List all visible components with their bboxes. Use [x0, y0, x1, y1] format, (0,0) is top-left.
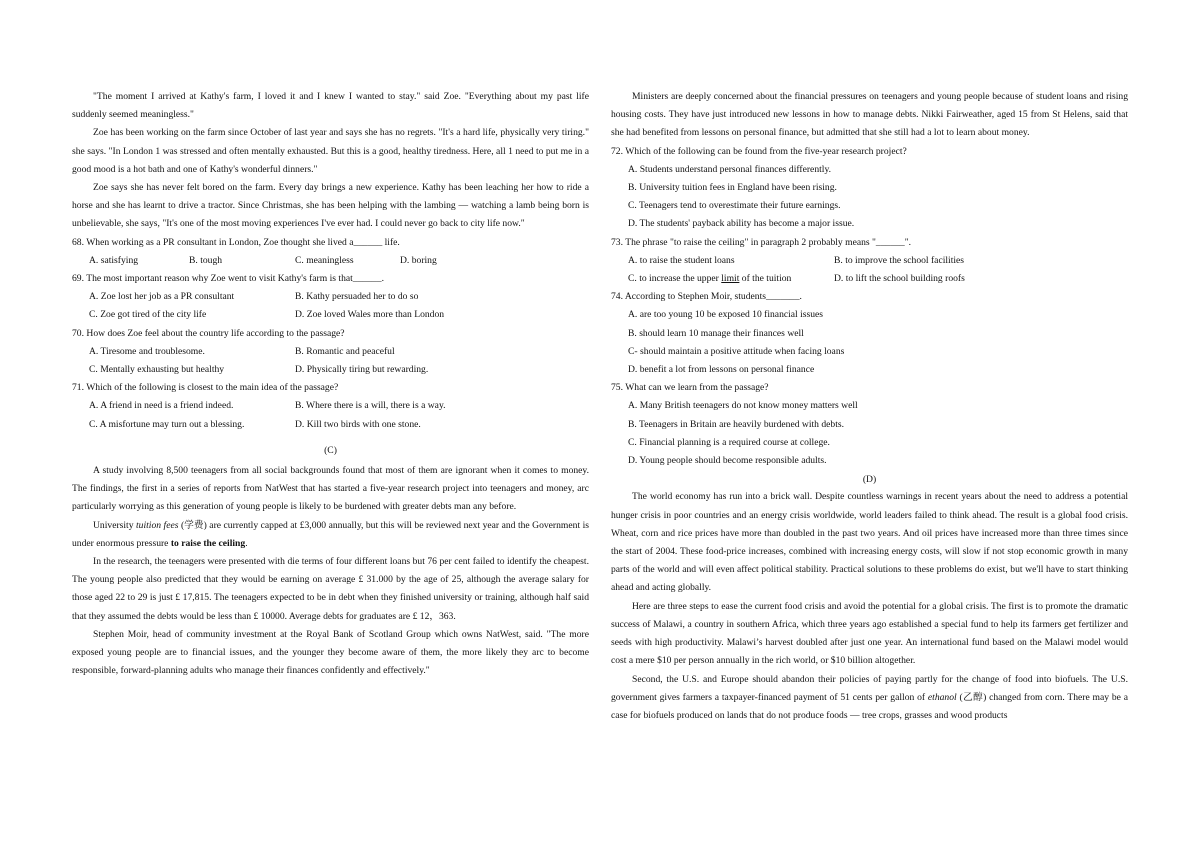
q72-option-b: B. University tuition fees in England have been rising.	[628, 182, 837, 194]
q73-option-a: A. to raise the student loans	[628, 254, 735, 266]
q74-option-d: D. benefit a lot from lessons on personal finance	[628, 364, 815, 376]
q73-option-b: B. to improve the school facilities	[834, 254, 965, 266]
c2-text-a: University	[93, 519, 136, 531]
q75-option-c: C. Financial planning is a required course at college.	[628, 436, 830, 448]
passage-b-paragraph-1: "The moment I arrived at Kathy's farm, I loved it and I knew I wanted to stay." said Zoe. "Everything about my past life suddenly seemed meaningless."	[72, 91, 589, 121]
passage-c-paragraph-2	[72, 517, 589, 553]
passage-b-paragraph-3: Zoe says she has never felt bored on the farm. Every day brings a new experience. Kathy has been leaching her how to ride a horse and she has learnt to drive a tractor. Since Christmas, she has been helping with the lambing — watching a lamb being born is unbelievable, she says, "It's one of the most moving experiences I've ever had. I could never go back to city life now."	[72, 182, 589, 230]
question-73-options	[611, 252, 1128, 288]
passage-c-paragraph-4: Stephen Moir, head of community investment at the Royal Bank of Scotland Group which owns NatWest, said. "The more exposed young people are to financial issues, and the younger they become aware of them, the more likely they arc to become responsible, forward-planning adults who manage their finances confidently and effectively."	[72, 628, 589, 677]
question-74-options	[611, 306, 1128, 379]
q75-option-b: B. Teenagers in Britain are heavily burdened with debts.	[628, 418, 845, 430]
q73-option-d: D. to lift the school building roofs	[834, 273, 965, 285]
q73-option-c	[628, 270, 834, 288]
q71-option-c: C. A misfortune may turn out a blessing.	[89, 418, 245, 430]
question-70: 70. How does Zoe feel about the country life according to the passage?	[72, 327, 345, 339]
q68-option-a: A. satisfying	[89, 254, 139, 266]
question-69: 69. The most important reason why Zoe went to visit Kathy's farm is that______.	[72, 273, 384, 285]
q71-option-b: B. Where there is a will, there is a way.	[295, 400, 446, 412]
section-c-heading: (C)	[324, 444, 337, 456]
q72-option-c: C. Teenagers tend to overestimate their future earnings.	[628, 200, 841, 212]
right-column	[611, 88, 1128, 725]
c2-text-c: .	[245, 537, 248, 549]
q69-option-d: D. Zoe loved Wales more than London	[295, 309, 445, 321]
q70-option-b: B. Romantic and peaceful	[295, 345, 395, 357]
question-74: 74. According to Stephen Moir, students_______.	[611, 291, 802, 303]
q70-option-a: A. Tiresome and troublesome.	[89, 345, 205, 357]
section-d-heading: (D)	[862, 474, 877, 486]
left-column	[72, 88, 589, 681]
ethanol-term: ethanol	[927, 691, 957, 703]
q72-option-d: D. The students' payback ability has become a major issue.	[628, 218, 855, 230]
q71-option-a: A. A friend in need is a friend indeed.	[89, 400, 234, 412]
q75-option-a: A. Many British teenagers do not know money matters well	[628, 400, 858, 412]
question-72: 72. Which of the following can be found from the five-year research project?	[611, 145, 907, 157]
question-73: 73. The phrase "to raise the ceiling" in paragraph 2 probably means "______".	[611, 236, 912, 248]
q72-option-a: A. Students understand personal finances differently.	[628, 163, 832, 175]
q74-option-a: A. are too young 10 be exposed 10 financial issues	[628, 309, 824, 321]
passage-d-paragraph-2: Here are three steps to ease the current food crisis and avoid the potential for a global crisis. The first is to promote the dramatic success of Malawi, a country in southern Africa, which three years ago established a special fund to help its farmers get fertilizer and seeds with high productivity. Malawi’s harvest doubled after just one year. An international fund based on the Malawi model would cost a mere $10 per person annually in the rich world, or $10 billion altogether.	[611, 600, 1128, 667]
tuition-fees-term: tuition fees	[136, 519, 179, 531]
passage-d-paragraph-3	[611, 671, 1128, 726]
question-72-options	[611, 161, 1128, 234]
q69-option-b: B. Kathy persuaded her to do so	[295, 291, 419, 303]
question-68: 68. When working as a PR consultant in London, Zoe thought she lived a______ life.	[72, 236, 400, 248]
passage-c-paragraph-3: In the research, the teenagers were presented with die terms of four different loans but 76 per cent failed to identify the cheapest. The young people also predicted that they would be earning on average £ 31.000 by the age of 25, although the average salary for those aged 22 to 29 is just £ 17,815. The teenagers expected to be in debt when they finished university or training, although half said that they assumed the debts would be less than £ 10000. Average debts for graduates are £ 12，363.	[72, 556, 589, 622]
q71-option-d: D. Kill two birds with one stone.	[295, 418, 421, 430]
passage-c-paragraph-1: A study involving 8,500 teenagers from all social backgrounds found that most of them are ignorant when it comes to money. The findings, the first in a series of reports from NatWest that has started a five-year research project into teenagers and money, arc particularly worrying as this generation of young people is likely to be burdened with greater debts man any before.	[72, 465, 589, 513]
d3-text-b: (乙醇) changed from corn. There may be a case for biofuels produced on lands that do not produce foods — tree crops, grasses and wood products	[611, 691, 1128, 721]
question-75: 75. What can we learn from the passage?	[611, 382, 769, 394]
question-70-options	[72, 343, 589, 379]
question-71-options	[72, 397, 589, 433]
q69-option-c: C. Zoe got tired of the city life	[89, 309, 207, 321]
q70-option-d: D. Physically tiring but rewarding.	[295, 364, 429, 376]
q68-option-b: B. tough	[189, 254, 223, 266]
q70-option-c: C. Mentally exhausting but healthy	[89, 364, 225, 376]
raise-the-ceiling-phrase: to raise the ceiling	[170, 537, 246, 549]
question-71: 71. Which of the following is closest to the main idea of the passage?	[72, 382, 339, 394]
passage-d-paragraph-1: The world economy has run into a brick wall. Despite countless warnings in recent years about the need to address a potential hunger crisis in poor countries and an energy crisis worldwide, world leaders failed to think ahead. The result is a global food crisis. Wheat, corn and rice prices have more than doubled in the past two years. And oil prices have increased more than three times since the start of 2004. These food-price increases, combined with increasing energy costs, will slow if not stop economic growth in many parts of the world and will even affect political stability. Practical solutions to these problems do exist, but we'll have to start thinking ahead and acting globally.	[611, 491, 1128, 594]
question-75-options	[611, 397, 1128, 470]
passage-c-paragraph-5: Ministers are deeply concerned about the financial pressures on teenagers and young people because of student loans and rising housing costs. They have just introduced new lessons in how to manage debts. Nikki Fairweather, aged 15 from St Helens, said that she had benefited from lessons on personal finance, but admitted that she still had a lot to learn about money.	[611, 91, 1128, 139]
q68-option-c: C. meaningless	[295, 254, 354, 266]
q75-option-d: D. Young people should become responsible adults.	[628, 455, 827, 467]
question-68-options	[72, 252, 589, 270]
q73-c-underlined: limit	[721, 273, 740, 285]
question-69-options	[72, 288, 589, 324]
d3-text-a: Second, the U.S. and Europe should abandon their policies of paying partly for the change of food into biofuels. The U.S. government gives farmers a taxpayer-financed payment of 51 cents per gallon of	[611, 673, 1128, 703]
c2-text-b: (学费) are currently capped at £3,000 annually, but this will be reviewed next year and the Government is under enormous pressure	[72, 519, 590, 549]
q74-option-c: C- should maintain a positive attitude when facing loans	[628, 345, 845, 357]
passage-b-paragraph-2: Zoe has been working on the farm since October of last year and says she has no regrets. "It's a hard life, physically very tiring." she says. "In London 1 was stressed and often mentally exhausted. But this is a good, healthy tiredness. Here, all 1 need to put me in a good mood is a hot bath and one of Kathy's wonderful dinners."	[72, 127, 589, 175]
q74-option-b: B. should learn 10 manage their finances well	[628, 327, 804, 339]
q68-option-d: D. boring	[400, 254, 437, 266]
q69-option-a: A. Zoe lost her job as a PR consultant	[89, 291, 235, 303]
q73-c-text-a: C. to increase the upper	[628, 273, 722, 285]
q73-c-text-b: of the tuition	[739, 273, 792, 285]
